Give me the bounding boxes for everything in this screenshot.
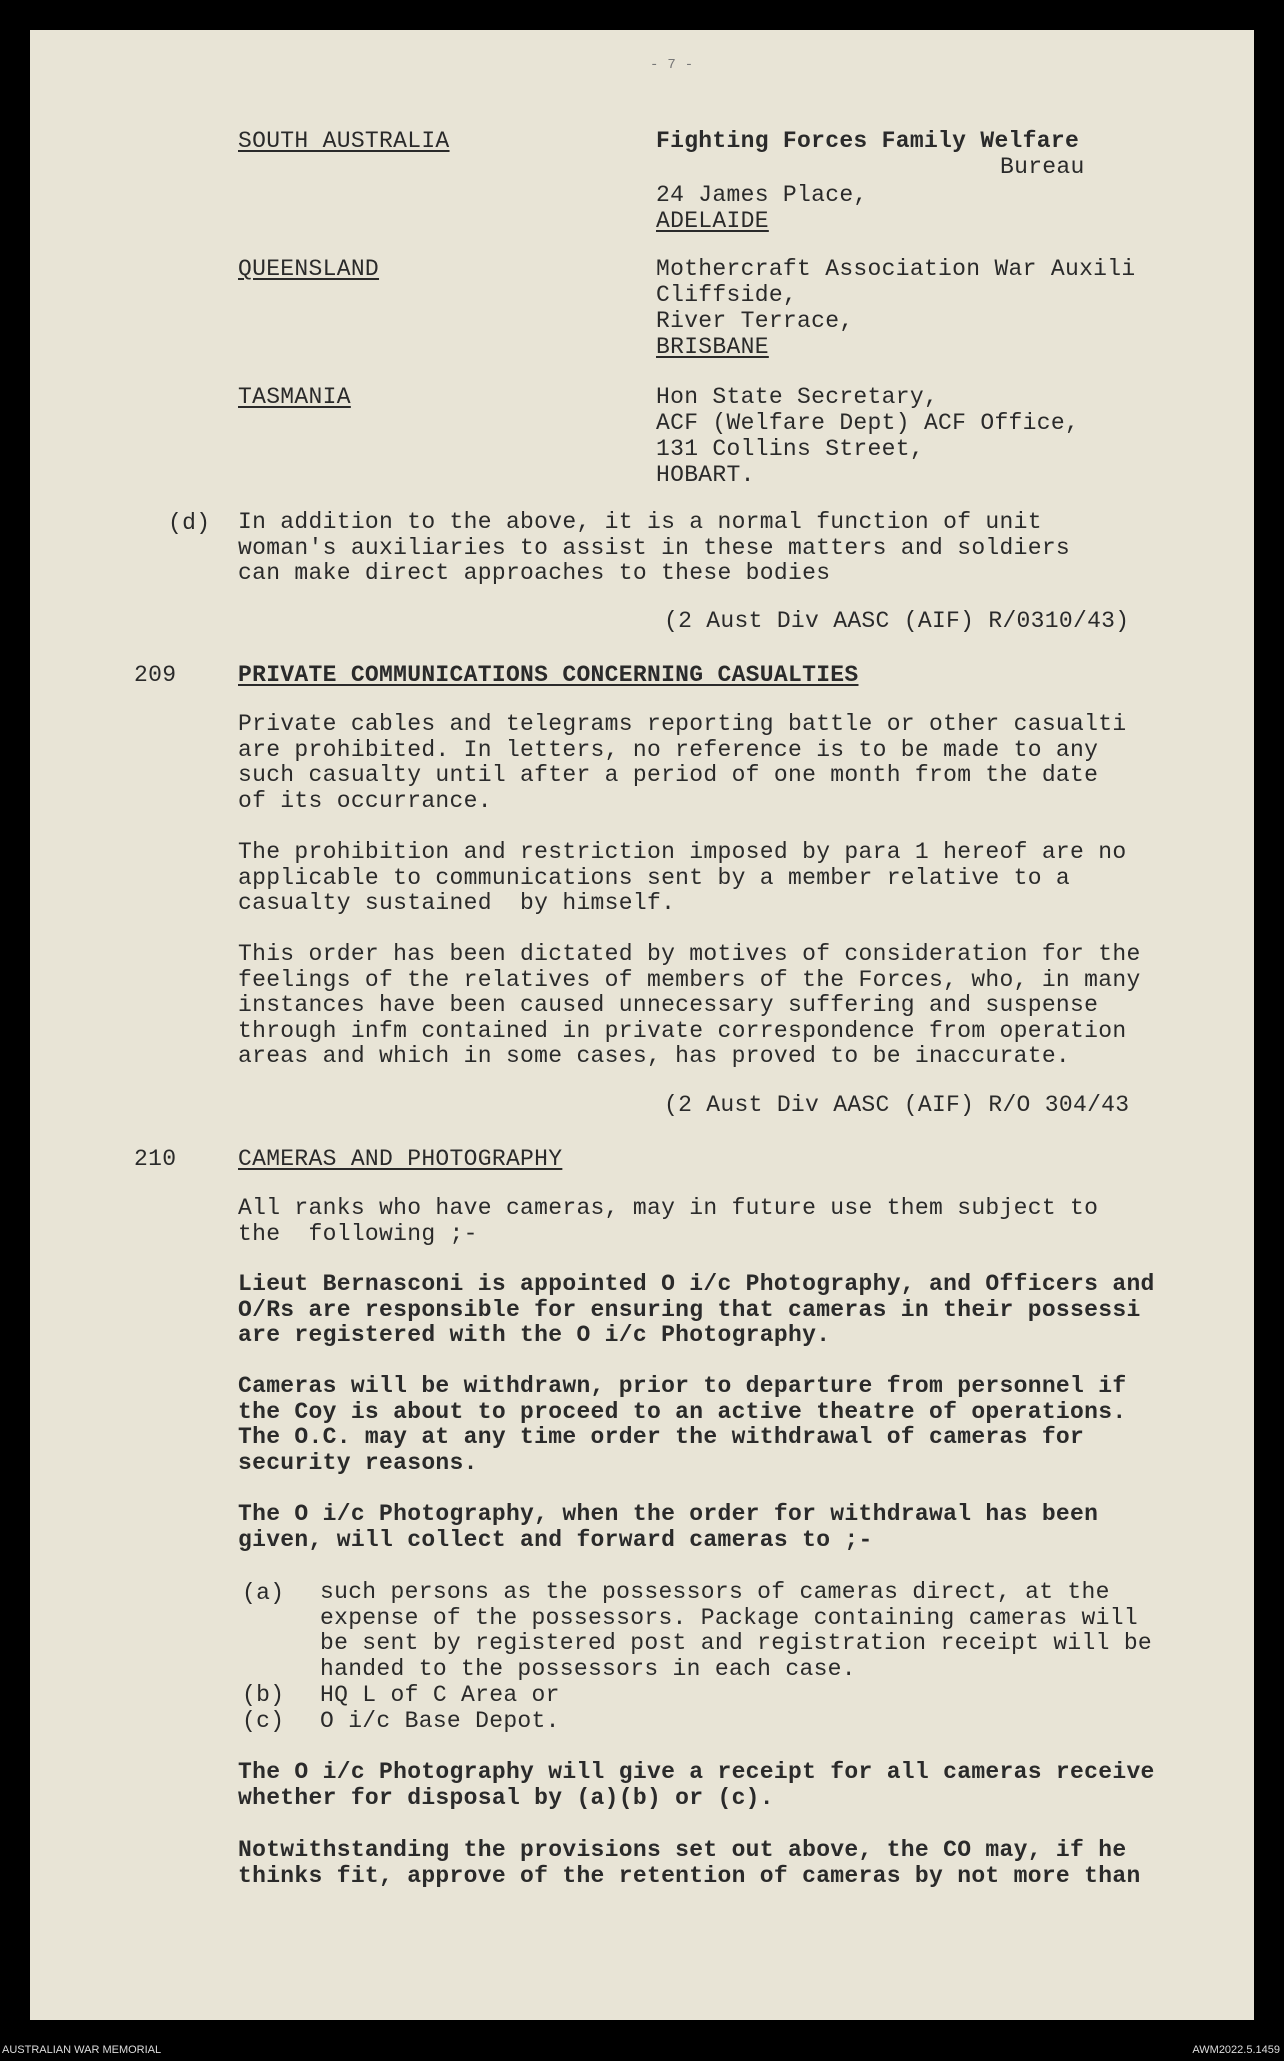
qld-line-1: Mothercraft Association War Auxili xyxy=(656,256,1136,282)
text-line: of its occurrance. xyxy=(238,787,492,814)
footer-right: AWM2022.5.1459 xyxy=(1192,2044,1280,2056)
state-queensland: QUEENSLAND xyxy=(238,256,380,282)
sa-line-4: ADELAIDE xyxy=(656,208,769,234)
text-line: O/Rs are responsible for ensuring that cameras in their possessi xyxy=(238,1296,1141,1323)
text-line: thinks fit, approve of the retention of cameras by not more than xyxy=(238,1862,1141,1889)
text-line: given, will collect and forward cameras to ;- xyxy=(238,1526,873,1553)
text-line: applicable to communications sent by a member relative to a xyxy=(238,864,1071,891)
section-210-para-6 xyxy=(238,1838,1141,1889)
para-d-line: can make direct approaches to these bodies xyxy=(238,560,831,586)
section-210-para-2 xyxy=(238,1272,1155,1349)
tas-line-1: Hon State Secretary, xyxy=(656,384,939,410)
text-line: This order has been dictated by motives of consideration for the xyxy=(238,941,1141,967)
section-210-para-4 xyxy=(238,1502,1098,1553)
para-d-reference: (2 Aust Div AASC (AIF) R/0310/43) xyxy=(664,608,1130,634)
sa-line-1: Fighting Forces Family Welfare xyxy=(656,128,1080,154)
section-210-para-5 xyxy=(238,1760,1155,1811)
text-line: are prohibited. In letters, no reference is to be made to any xyxy=(238,736,1099,763)
text-line: Notwithstanding the provisions set out above, the CO may, if he xyxy=(238,1837,1127,1863)
footer-left: AUSTRALIAN WAR MEMORIAL xyxy=(2,2044,162,2056)
page-mark: - 7 - xyxy=(650,57,694,73)
section-209-number: 209 xyxy=(134,662,177,688)
text-line: The O i/c Photography, when the order for withdrawal has been xyxy=(238,1501,1099,1527)
text-line: expense of the possessors. Package containing cameras will xyxy=(320,1604,1138,1631)
section-209-para-1 xyxy=(238,712,1126,814)
text-line: casualty sustained by himself. xyxy=(238,890,676,916)
text-line: Private cables and telegrams reporting battle or other casualti xyxy=(238,711,1127,737)
section-209-reference: (2 Aust Div AASC (AIF) R/O 304/43 xyxy=(664,1092,1130,1118)
state-tasmania: TASMANIA xyxy=(238,384,351,410)
qld-line-3: River Terrace, xyxy=(656,308,854,334)
text-line: are registered with the O i/c Photography. xyxy=(238,1322,831,1348)
qld-line-4: BRISBANE xyxy=(656,334,769,360)
text-line: through infm contained in private correspondence from operation xyxy=(238,1017,1127,1044)
para-d-line: woman's auxiliaries to assist in these matters and soldiers xyxy=(238,534,1071,561)
text-line: the following ;- xyxy=(238,1220,478,1247)
item-a-text xyxy=(320,1580,1152,1682)
para-d-text xyxy=(238,510,1070,587)
text-line: All ranks who have cameras, may in future use them subject to xyxy=(238,1195,1099,1221)
text-line: Lieut Bernasconi is appointed O i/c Photography, and Officers and xyxy=(238,1271,1155,1297)
text-line: be sent by registered post and registration receipt will be xyxy=(320,1630,1153,1656)
item-b-text: HQ L of C Area or xyxy=(320,1682,560,1708)
qld-line-2: Cliffside, xyxy=(656,282,798,308)
item-c-label: (c) xyxy=(242,1708,285,1734)
section-209-para-3 xyxy=(238,942,1141,1070)
text-line: feelings of the relatives of members of the Forces, who, in many xyxy=(238,966,1141,993)
text-line: such persons as the possessors of cameras direct, at the xyxy=(320,1579,1110,1605)
section-210-number: 210 xyxy=(134,1146,177,1172)
sa-line-2: Bureau xyxy=(1000,154,1085,180)
item-a-label: (a) xyxy=(242,1580,285,1606)
text-line: the Coy is about to proceed to an active theatre of operations. xyxy=(238,1398,1127,1425)
section-210-para-3 xyxy=(238,1374,1126,1476)
item-c-text: O i/c Base Depot. xyxy=(320,1708,560,1734)
section-210-para-1 xyxy=(238,1196,1098,1247)
tas-line-4: HOBART. xyxy=(656,462,755,488)
state-south-australia: SOUTH AUSTRALIA xyxy=(238,128,450,154)
section-210-heading: CAMERAS AND PHOTOGRAPHY xyxy=(238,1146,563,1172)
document-page xyxy=(30,30,1254,2020)
text-line: The O.C. may at any time order the withdrawal of cameras for xyxy=(238,1424,1085,1450)
text-line: Cameras will be withdrawn, prior to departure from personnel if xyxy=(238,1373,1127,1399)
text-line: handed to the possessors in each case. xyxy=(320,1655,856,1682)
section-209-heading: PRIVATE COMMUNICATIONS CONCERNING CASUALTIES xyxy=(238,662,859,688)
text-line: whether for disposal by (a)(b) or (c). xyxy=(238,1784,774,1811)
text-line: areas and which in some cases, has proved to be inaccurate. xyxy=(238,1043,1071,1069)
tas-line-3: 131 Collins Street, xyxy=(656,436,924,462)
text-line: instances have been caused unnecessary suffering and suspense xyxy=(238,992,1099,1018)
para-d-label: (d) xyxy=(168,510,211,536)
tas-line-2: ACF (Welfare Dept) ACF Office, xyxy=(656,410,1080,436)
text-line: security reasons. xyxy=(238,1449,478,1476)
section-209-para-2 xyxy=(238,840,1126,917)
para-d-line: In addition to the above, it is a normal function of unit xyxy=(238,509,1042,535)
text-line: The prohibition and restriction imposed by para 1 hereof are no xyxy=(238,839,1127,865)
text-line: such casualty until after a period of one month from the date xyxy=(238,762,1099,788)
sa-line-3: 24 James Place, xyxy=(656,182,868,208)
text-line: The O i/c Photography will give a receipt for all cameras receive xyxy=(238,1759,1155,1785)
item-b-label: (b) xyxy=(242,1682,285,1708)
